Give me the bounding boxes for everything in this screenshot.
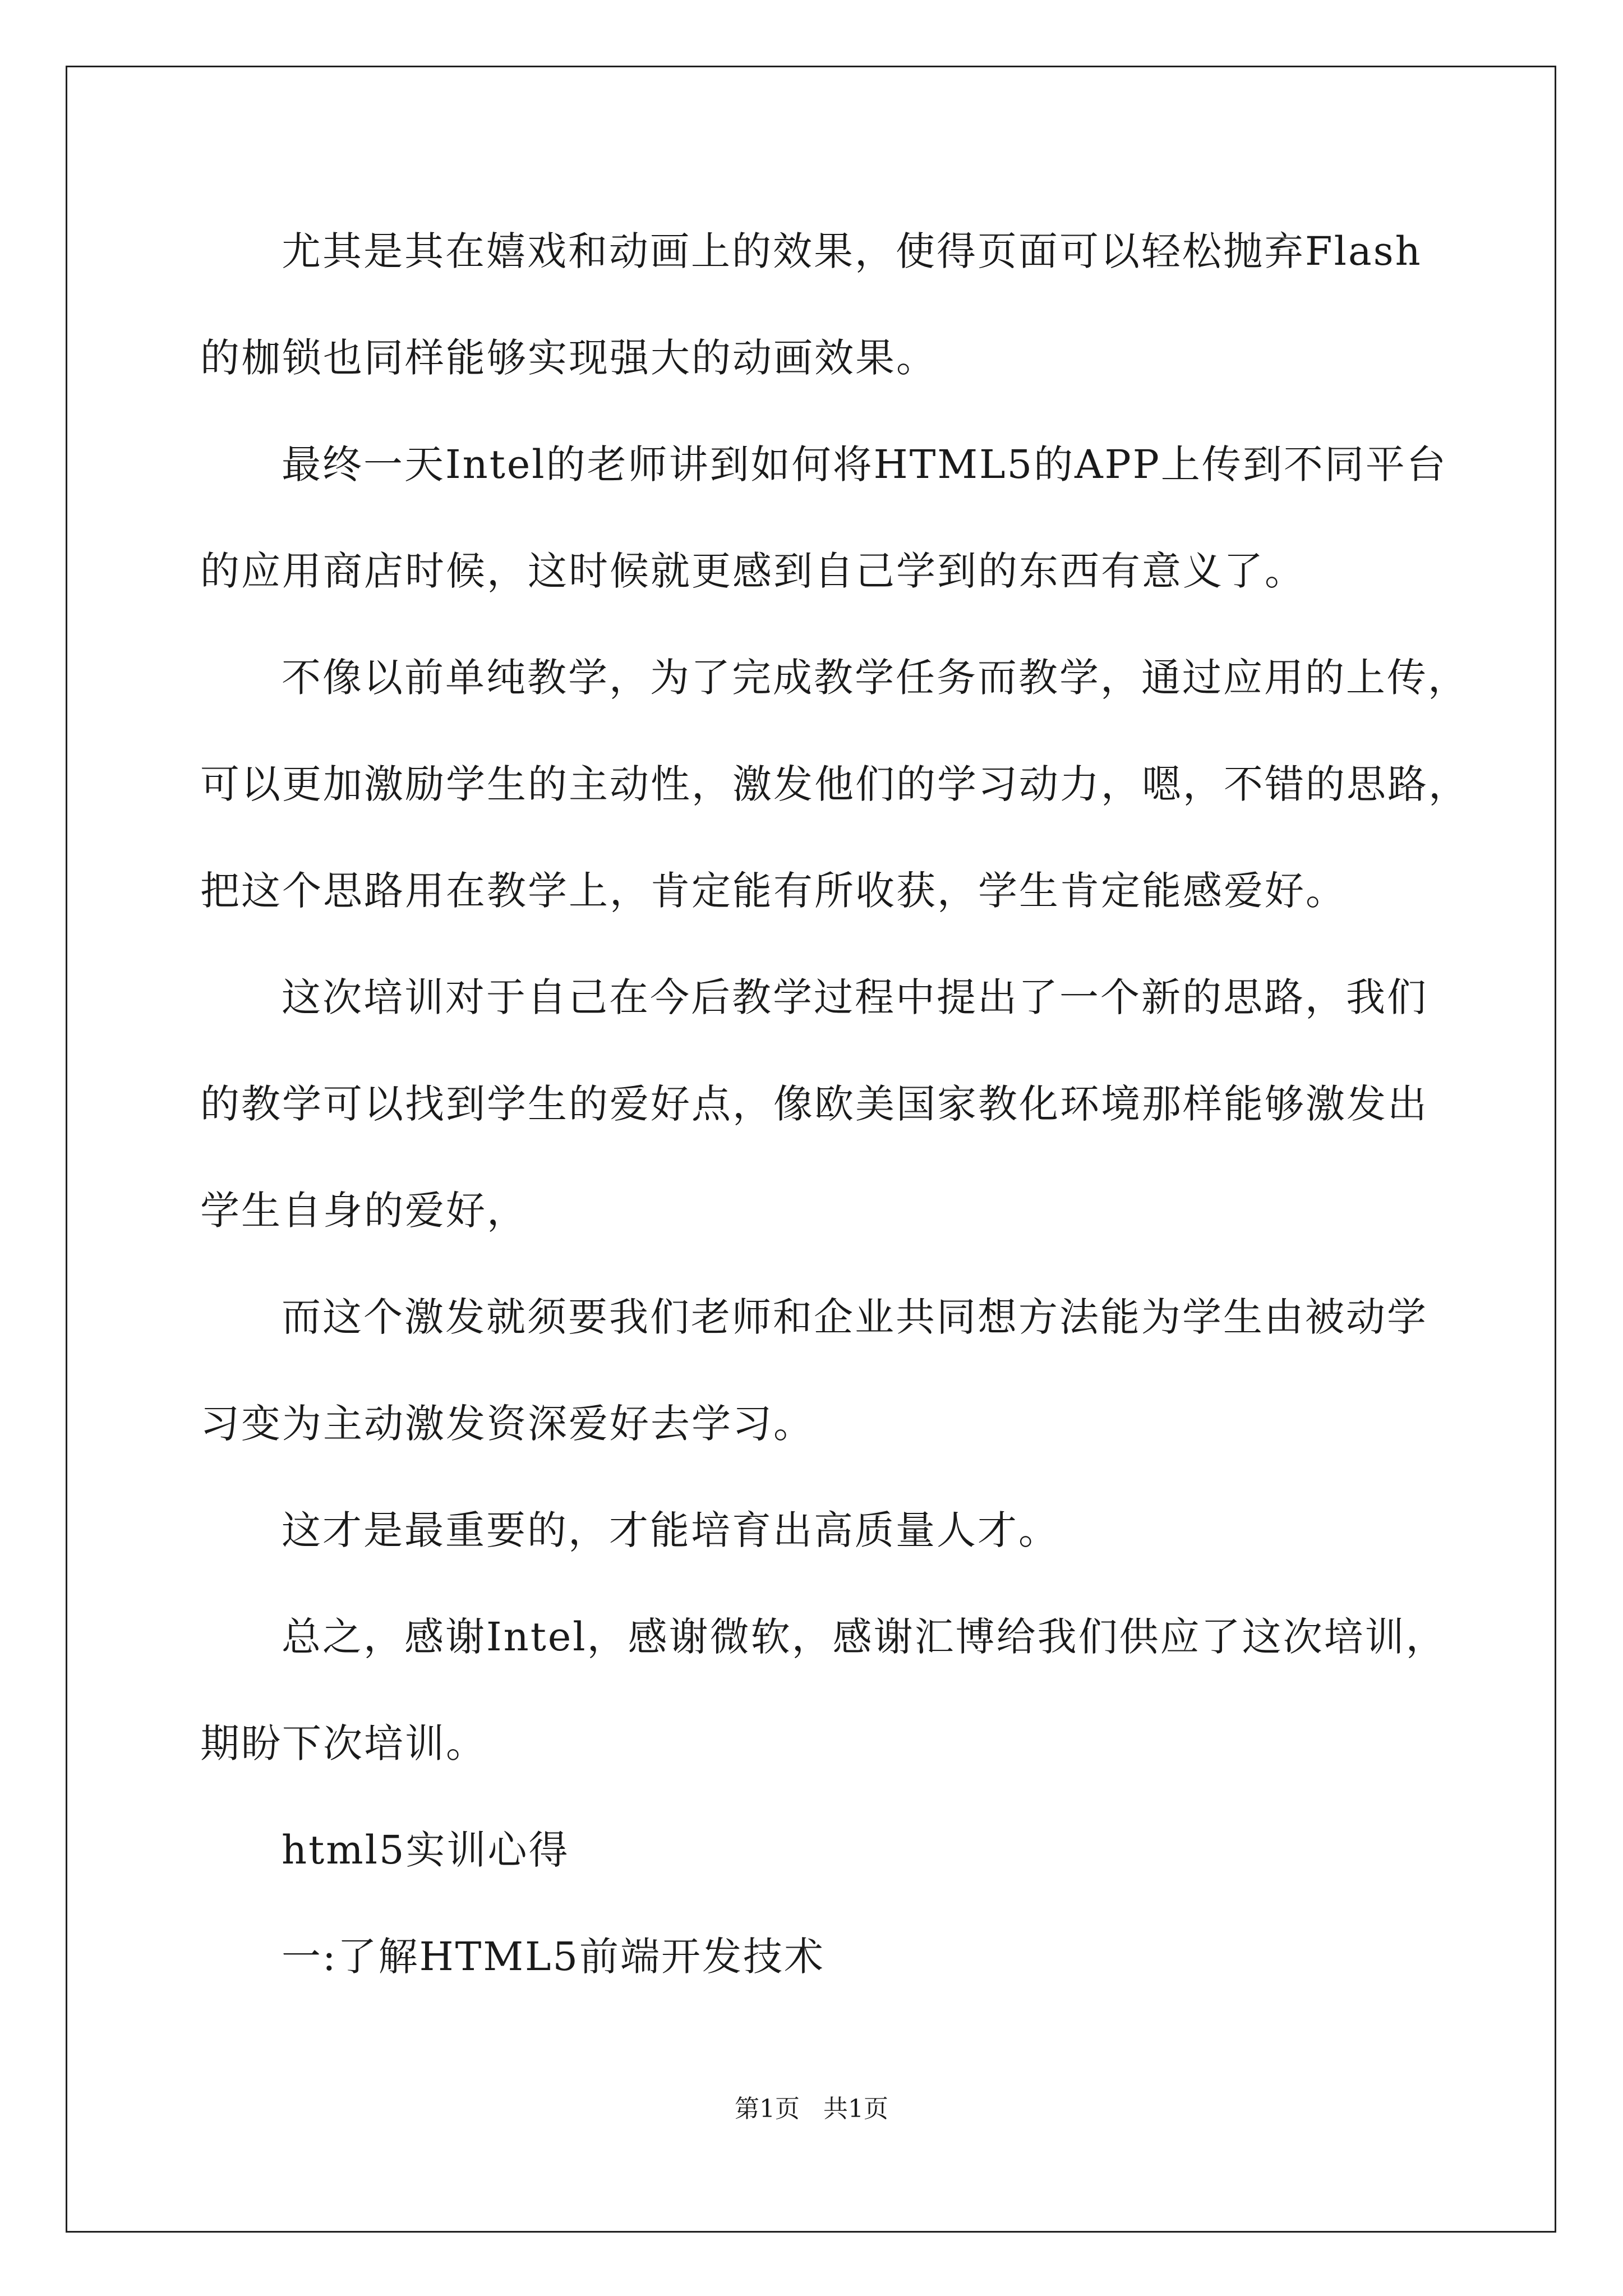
page-border (66, 66, 1556, 2233)
paragraph-line: 的教学可以找到学生的爱好点，像欧美国家教化环境那样能够激发出 (200, 1081, 1428, 1127)
paragraph-line: 可以更加激励学生的主动性，激发他们的学习动力，嗯，不错的思路， (200, 761, 1469, 807)
paragraph-line: 的应用商店时候，这时候就更感到自己学到的东西有意义了。 (200, 548, 1306, 594)
section-subheading: 一:了解HTML5前端开发技术 (282, 1934, 826, 1980)
paragraph-line: 把这个思路用在教学上，肯定能有所收获，学生肯定能感爱好。 (200, 868, 1347, 914)
paragraph-line: 不像以前单纯教学，为了完成教学任务而教学，通过应用的上传， (282, 655, 1469, 701)
page-number-footer: 第1页 共1页 (735, 2095, 888, 2123)
paragraph-line: 最终一天Intel的老师讲到如何将HTML5的APP上传到不同平台 (282, 441, 1447, 487)
paragraph-line: 期盼下次培训。 (200, 1720, 487, 1766)
paragraph-line: 习变为主动激发资深爱好去学习。 (200, 1401, 814, 1447)
section-heading: html5实训心得 (282, 1827, 570, 1873)
paragraph-line: 而这个激发就须要我们老师和企业共同想方法能为学生由被动学 (282, 1294, 1428, 1340)
paragraph-line: 总之，感谢Intel，感谢微软，感谢汇博给我们供应了这次培训， (282, 1614, 1447, 1660)
paragraph-line: 尤其是其在嬉戏和动画上的效果，使得页面可以轻松抛弃Flash (282, 228, 1422, 274)
paragraph-line: 的枷锁也同样能够实现强大的动画效果。 (200, 335, 937, 381)
paragraph-line: 学生自身的爱好， (200, 1188, 528, 1234)
paragraph-line: 这才是最重要的，才能培育出高质量人才。 (282, 1507, 1059, 1553)
paragraph-line: 这次培训对于自己在今后教学过程中提出了一个新的思路，我们 (282, 974, 1428, 1020)
